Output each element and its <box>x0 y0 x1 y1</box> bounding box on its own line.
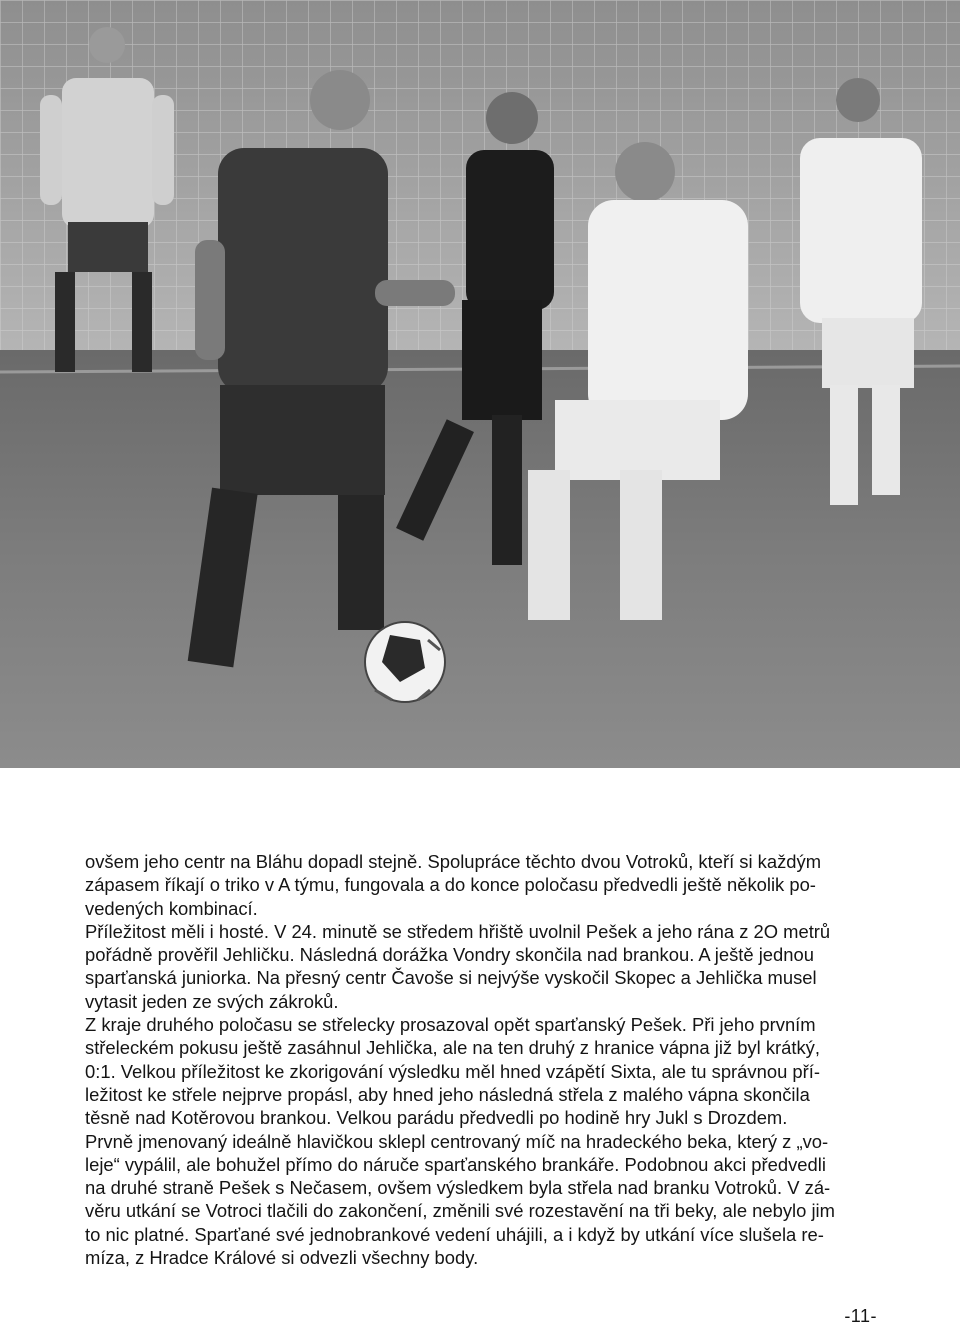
article-line: pořádně prověřil Jehličku. Následná dorážka Vondry skončila nad brankou. A ještě jednou <box>85 944 814 966</box>
article-line: Příležitost měli i hosté. V 24. minutě se středem hřiště uvolnil Pešek a jeho rána z 2O metrů <box>85 920 831 942</box>
article-line: ležitost ke střele nejprve propásl, aby hned jeho následná střela z malého vápna skončila <box>85 1083 810 1105</box>
page-number: -11- <box>844 1306 877 1326</box>
article-line: na druhé straně Pešek s Nečasem, ovšem výsledkem byla střela nad branku Votroků. V zá- <box>85 1177 831 1199</box>
article-line: to nic platné. Sparťané své jednobrankové vedení uhájili, a i když by utkání více slušela re- <box>85 1223 824 1245</box>
article-line: 0:1. Velkou příležitost ke zkorigování výsledku měl hned vzápětí Sixta, ale tu správnou pří- <box>85 1060 820 1082</box>
article-line: věru utkání se Votroci tlačili do zakončení, změnili své rozestavění na tři beky, ale nebylo jim <box>85 1200 835 1222</box>
football <box>365 622 445 702</box>
article-line: střeleckém pokusu ještě zasáhnul Jehlička, ale na ten druhý z hranice vápna již byl krátký, <box>85 1037 820 1059</box>
article-line: Z kraje druhého poločasu se střelecky prosazoval opět sparťanský Pešek. Při jeho prvním <box>85 1014 816 1036</box>
article-text <box>85 850 877 1269</box>
article-line: ovšem jeho centr na Bláhu dopadl stejně. Spolupráce těchto dvou Votroků, kteří si každým <box>85 851 822 872</box>
article-line: těsně nad Kotěrovou brankou. Velkou parádu předvedli po hodině hry Jukl s Drozdem. <box>85 1107 788 1129</box>
article-line: Prvně jmenovaný ideálně hlavičkou sklepl centrovaný míč na hradeckého beka, který z „vo- <box>85 1130 829 1152</box>
article-line: míza, z Hradce Králové si odvezli všechny body. <box>85 1247 479 1269</box>
article-line: vytasit jeden ze svých zákroků. <box>85 990 339 1012</box>
article-line: leje“ vypálil, ale bohužel přímo do náruče sparťanského brankáře. Podobnou akci předvedli <box>85 1153 826 1175</box>
article-line: sparťanská juniorka. Na přesný centr Čavoše si nejvýše vyskočil Skopec a Jehlička musel <box>85 967 817 989</box>
article-line: vedených kombinací. <box>85 897 258 919</box>
article-line: zápasem říkají o triko v A týmu, fungovala a do konce poločasu předvedli ještě několik po- <box>85 874 816 896</box>
